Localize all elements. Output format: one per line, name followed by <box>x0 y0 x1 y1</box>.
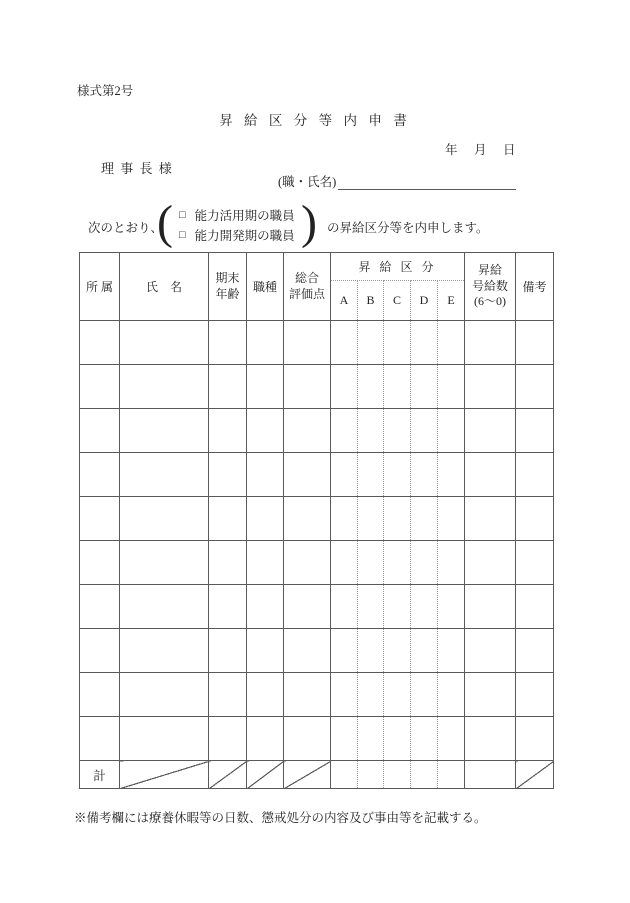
cell-jobtype <box>247 585 284 629</box>
cell-name <box>120 453 209 497</box>
cell-name <box>120 497 209 541</box>
cell-grade-a <box>331 321 358 365</box>
table-row <box>80 321 554 365</box>
cell-eval <box>284 541 331 585</box>
col-header-grade-c: C <box>384 281 411 321</box>
cell-grade-e <box>438 321 465 365</box>
cell-grade-b <box>358 629 384 673</box>
cell-grade-a <box>331 365 358 409</box>
cell-eval <box>284 453 331 497</box>
cell-grade-b <box>358 717 384 761</box>
checkbox-icon: □ <box>179 228 186 241</box>
cell-age <box>209 717 247 761</box>
cell-grade-a <box>331 629 358 673</box>
document-title: 昇 給 区 分 等 内 申 書 <box>219 113 411 128</box>
cell-remarks <box>516 409 554 453</box>
cell-grade-b <box>358 541 384 585</box>
cell-remarks <box>516 541 554 585</box>
option-label: 能力活用期の職員 <box>194 209 295 223</box>
total-grade-b-cell <box>358 761 384 789</box>
intro-prefix: 次のとおり、 <box>88 221 164 235</box>
cell-affiliation <box>80 321 120 365</box>
cell-grade-c <box>384 673 411 717</box>
col-header-grade-b: B <box>358 281 384 321</box>
cell-age <box>209 365 247 409</box>
cell-grade-c <box>384 321 411 365</box>
date-line: 年 月 日 <box>445 143 518 157</box>
cell-steps <box>465 409 516 453</box>
cell-grade-c <box>384 717 411 761</box>
cell-affiliation <box>80 629 120 673</box>
signer-row <box>278 172 516 190</box>
cell-affiliation <box>80 541 120 585</box>
col-header-steps-line3: (6～0) <box>474 294 506 309</box>
cell-jobtype <box>247 409 284 453</box>
cell-grade-e <box>438 409 465 453</box>
intro-suffix: の昇給区分等を内申します。 <box>327 221 489 235</box>
cell-steps <box>465 453 516 497</box>
cell-grade-d <box>411 717 438 761</box>
cell-age <box>209 541 247 585</box>
cell-age <box>209 585 247 629</box>
footnote: ※備考欄には療養休暇等の日数、懲戒処分の内容及び事由等を記載する。 <box>74 811 487 825</box>
cell-grade-a <box>331 409 358 453</box>
table-row <box>80 497 554 541</box>
report-table-wrap <box>79 252 554 789</box>
cell-grade-c <box>384 365 411 409</box>
cell-grade-e <box>438 541 465 585</box>
cell-grade-e <box>438 365 465 409</box>
cell-eval <box>284 365 331 409</box>
cell-grade-b <box>358 321 384 365</box>
option-row-active-period <box>179 205 295 225</box>
total-age-cell-diagonal <box>209 761 247 789</box>
option-list <box>179 205 295 245</box>
cell-steps <box>465 541 516 585</box>
cell-name <box>120 321 209 365</box>
cell-jobtype <box>247 717 284 761</box>
cell-grade-a <box>331 717 358 761</box>
cell-age <box>209 453 247 497</box>
report-table <box>79 252 554 789</box>
cell-steps <box>465 673 516 717</box>
col-header-remarks: 備考 <box>516 253 554 321</box>
table-body <box>80 321 554 761</box>
col-header-jobtype: 職種 <box>247 253 284 321</box>
cell-affiliation <box>80 585 120 629</box>
cell-steps <box>465 497 516 541</box>
cell-age <box>209 673 247 717</box>
cell-age <box>209 321 247 365</box>
signer-label: (職・氏名) <box>278 175 337 189</box>
cell-eval <box>284 497 331 541</box>
table-row <box>80 365 554 409</box>
cell-affiliation <box>80 453 120 497</box>
signer-underline <box>338 174 516 190</box>
cell-steps <box>465 365 516 409</box>
cell-steps <box>465 321 516 365</box>
cell-jobtype <box>247 541 284 585</box>
cell-grade-a <box>331 585 358 629</box>
col-header-grade-d: D <box>411 281 438 321</box>
cell-jobtype <box>247 321 284 365</box>
total-grade-a-cell <box>331 761 358 789</box>
cell-steps <box>465 629 516 673</box>
addressee-label: 理 事 長 様 <box>101 161 174 176</box>
cell-grade-d <box>411 629 438 673</box>
cell-remarks <box>516 321 554 365</box>
cell-grade-e <box>438 497 465 541</box>
cell-eval <box>284 717 331 761</box>
cell-name <box>120 409 209 453</box>
cell-age <box>209 409 247 453</box>
cell-affiliation <box>80 717 120 761</box>
col-header-steps-line2: 号給数 <box>471 278 508 293</box>
checkbox-icon: □ <box>179 208 186 221</box>
cell-steps <box>465 585 516 629</box>
cell-grade-e <box>438 453 465 497</box>
cell-eval <box>284 673 331 717</box>
total-grade-e-cell <box>438 761 465 789</box>
table-row <box>80 541 554 585</box>
cell-grade-a <box>331 673 358 717</box>
cell-grade-d <box>411 541 438 585</box>
cell-grade-c <box>384 541 411 585</box>
cell-remarks <box>516 497 554 541</box>
total-jobtype-cell-diagonal <box>247 761 284 789</box>
table-row <box>80 673 554 717</box>
cell-affiliation <box>80 365 120 409</box>
total-row <box>80 761 554 789</box>
cell-name <box>120 673 209 717</box>
cell-eval <box>284 409 331 453</box>
table-row <box>80 629 554 673</box>
cell-grade-d <box>411 497 438 541</box>
cell-eval <box>284 585 331 629</box>
paren-close: ) <box>301 196 317 249</box>
table-row <box>80 453 554 497</box>
total-grade-d-cell <box>411 761 438 789</box>
cell-grade-d <box>411 321 438 365</box>
col-header-steps <box>465 253 516 321</box>
header-row-1 <box>80 253 554 281</box>
total-steps-cell <box>465 761 516 789</box>
total-remarks-cell-diagonal <box>516 761 554 789</box>
cell-affiliation <box>80 497 120 541</box>
cell-name <box>120 541 209 585</box>
option-row-development-period <box>179 225 295 245</box>
col-header-name: 氏 名 <box>120 253 209 321</box>
col-header-age-line2: 年齢 <box>215 286 240 301</box>
cell-remarks <box>516 453 554 497</box>
cell-jobtype <box>247 497 284 541</box>
cell-name <box>120 365 209 409</box>
total-eval-cell-diagonal <box>284 761 331 789</box>
cell-remarks <box>516 629 554 673</box>
col-header-eval <box>284 253 331 321</box>
cell-age <box>209 629 247 673</box>
cell-remarks <box>516 717 554 761</box>
col-header-age <box>209 253 247 321</box>
col-header-eval-line2: 評価点 <box>288 286 325 301</box>
cell-remarks <box>516 365 554 409</box>
form-number-label: 様式第2号 <box>77 84 134 98</box>
cell-remarks <box>516 673 554 717</box>
cell-jobtype <box>247 673 284 717</box>
col-header-grade-group: 昇 給 区 分 <box>331 253 465 281</box>
cell-name <box>120 717 209 761</box>
cell-grade-e <box>438 585 465 629</box>
cell-grade-e <box>438 717 465 761</box>
cell-jobtype <box>247 629 284 673</box>
cell-remarks <box>516 585 554 629</box>
table-row <box>80 409 554 453</box>
col-header-grade-a: A <box>331 281 358 321</box>
option-label: 能力開発期の職員 <box>194 229 295 243</box>
cell-grade-c <box>384 453 411 497</box>
col-header-eval-line1: 総合 <box>294 271 319 286</box>
table-row <box>80 585 554 629</box>
cell-grade-a <box>331 497 358 541</box>
cell-grade-d <box>411 673 438 717</box>
col-header-age-line1: 期末 <box>215 271 240 286</box>
col-header-grade-e: E <box>438 281 465 321</box>
cell-grade-d <box>411 409 438 453</box>
cell-affiliation <box>80 673 120 717</box>
paren-open: ( <box>157 196 173 249</box>
cell-steps <box>465 717 516 761</box>
table-row <box>80 717 554 761</box>
cell-grade-b <box>358 365 384 409</box>
cell-grade-b <box>358 497 384 541</box>
total-label-cell: 計 <box>80 761 120 789</box>
cell-jobtype <box>247 365 284 409</box>
col-header-steps-line1: 昇給 <box>477 263 502 278</box>
cell-grade-b <box>358 673 384 717</box>
cell-grade-d <box>411 453 438 497</box>
cell-jobtype <box>247 453 284 497</box>
cell-grade-d <box>411 365 438 409</box>
cell-grade-b <box>358 453 384 497</box>
cell-grade-c <box>384 585 411 629</box>
cell-eval <box>284 629 331 673</box>
cell-age <box>209 497 247 541</box>
cell-grade-b <box>358 585 384 629</box>
cell-grade-c <box>384 629 411 673</box>
cell-grade-a <box>331 453 358 497</box>
cell-name <box>120 585 209 629</box>
total-name-cell-diagonal <box>120 761 209 789</box>
cell-affiliation <box>80 409 120 453</box>
cell-grade-d <box>411 585 438 629</box>
col-header-affiliation: 所 属 <box>80 253 120 321</box>
cell-grade-b <box>358 409 384 453</box>
cell-grade-e <box>438 629 465 673</box>
cell-eval <box>284 321 331 365</box>
cell-grade-c <box>384 409 411 453</box>
cell-grade-e <box>438 673 465 717</box>
total-grade-c-cell <box>384 761 411 789</box>
cell-grade-a <box>331 541 358 585</box>
cell-grade-c <box>384 497 411 541</box>
cell-name <box>120 629 209 673</box>
